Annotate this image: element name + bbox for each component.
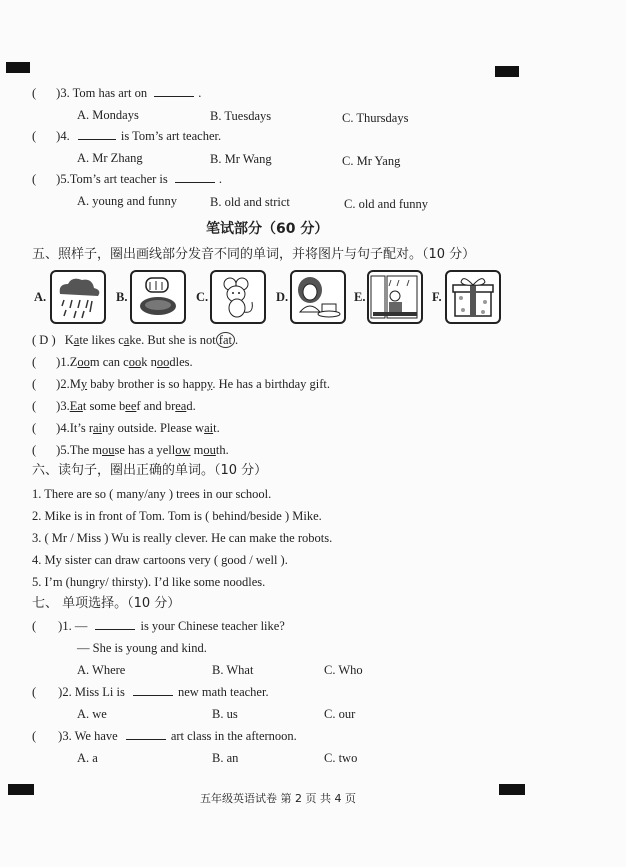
picture-label-b: B. [116, 290, 128, 304]
section-6-line-3[interactable]: 3. ( Mr / Miss ) Wu is really clever. He can make the robots. [32, 531, 333, 545]
section-7-q1-reply: — She is young and kind. [77, 641, 207, 655]
answer-blank[interactable] [154, 96, 194, 97]
section-6-line-2[interactable]: 2. Mike is in front of Tom. Tom is ( behind/beside ) Mike. [32, 509, 322, 523]
section-5-item: ( )3.Eat some beef and bread. [32, 399, 196, 413]
picture-a-rain-cloud [50, 270, 106, 324]
option-b: B. Mr Wang [210, 152, 272, 166]
answer-paren[interactable]: ( [32, 685, 37, 699]
picture-label-e: E. [354, 290, 366, 304]
section-6-line-5[interactable]: 5. I’m (hungry/ thirsty). I’d like some noodles. [32, 575, 266, 589]
section-7-q1: ( )1. — is your Chinese teacher like? [32, 619, 285, 633]
answer-paren[interactable]: ( [32, 377, 37, 391]
option-a: A. we [77, 707, 107, 721]
answer-paren[interactable]: ( [32, 86, 37, 100]
option-a: A. Mondays [77, 108, 139, 122]
picture-label-a: A. [34, 290, 47, 304]
option-c: C. Who [324, 663, 363, 677]
section-7-q3: ( )3. We have art class in the afternoon. [32, 729, 297, 743]
window-rain-icon [369, 272, 421, 322]
option-b: B. us [212, 707, 238, 721]
picture-f-gift [445, 270, 501, 324]
answer-paren[interactable]: ( [32, 129, 37, 143]
rain-cloud-icon [52, 272, 104, 322]
answer-paren[interactable]: ( [32, 355, 37, 369]
section-5-item: ( )2.My baby brother is so happy. He has a birthday gift. [32, 377, 331, 391]
bread-beef-icon [132, 272, 184, 322]
listening-q4: ( )4. is Tom’s art teacher. [32, 129, 222, 143]
section-5-example: ( D ) Kate likes cake. But she is not fat . [32, 333, 239, 347]
section-5-item: ( )5.The mouse has a yellow mouth. [32, 443, 229, 457]
answer-paren[interactable]: ( [32, 619, 37, 633]
option-b: B. What [212, 663, 254, 677]
picture-label-f: F. [432, 290, 442, 304]
registration-mark-top-left [6, 62, 30, 73]
option-a: A. Where [77, 663, 126, 677]
picture-b-bread-beef [130, 270, 186, 324]
section-7-q2: ( )2. Miss Li is new math teacher. [32, 685, 269, 699]
option-c: C. two [324, 751, 358, 765]
answer-blank[interactable] [126, 739, 166, 740]
picture-c-mouse [210, 270, 266, 324]
registration-mark-bottom-right [499, 784, 525, 795]
picture-label-d: D. [276, 290, 289, 304]
listening-q3: ( )3. Tom has art on . [32, 86, 202, 100]
answer-blank[interactable] [95, 629, 135, 630]
answer-paren[interactable]: ( [32, 399, 37, 413]
option-b: B. Tuesdays [210, 109, 272, 123]
answer-paren[interactable]: ( [32, 421, 37, 435]
picture-label-c: C. [196, 290, 209, 304]
listening-q5: ( )5.Tom’s art teacher is . [32, 172, 223, 186]
circled-word: fat [216, 332, 235, 348]
section-5-item: ( )1.Zoom can cook noodles. [32, 355, 193, 369]
section-5-header: 五、照样子，圈出画线部分发音不同的单词，并将图片与句子配对。（10 分） [32, 247, 476, 262]
registration-mark-top-right [495, 66, 519, 77]
section-6-line-1[interactable]: 1. There are so ( many/any ) trees in our school. [32, 487, 272, 501]
picture-d-girl-cake [290, 270, 346, 324]
written-part-title: 笔试部分（60 分） [206, 221, 329, 237]
option-c: C. old and funny [344, 197, 429, 211]
answer-paren[interactable]: ( [32, 729, 37, 743]
section-6-line-4[interactable]: 4. My sister can draw cartoons very ( good / well ). [32, 553, 288, 567]
page-footer: 五年级英语试卷 第 2 页 共 4 页 [200, 792, 356, 805]
registration-mark-bottom-left [8, 784, 34, 795]
section-7-header: 七、 单项选择。（10 分） [32, 596, 181, 611]
answer-paren[interactable]: ( [32, 443, 37, 457]
option-a: A. Mr Zhang [77, 151, 143, 165]
option-b: B. old and strict [210, 195, 290, 209]
gift-box-icon [447, 272, 499, 322]
picture-e-window-rain [367, 270, 423, 324]
girl-cake-icon [292, 272, 344, 322]
answer-blank[interactable] [133, 695, 173, 696]
option-a: A. young and funny [77, 194, 177, 208]
section-5-item: ( )4.It’s rainy outside. Please wait. [32, 421, 220, 435]
option-a: A. a [77, 751, 98, 765]
option-b: B. an [212, 751, 239, 765]
answer-blank[interactable] [78, 139, 116, 140]
answer-blank[interactable] [175, 182, 215, 183]
answer-paren[interactable]: ( [32, 172, 37, 186]
option-c: C. Thursdays [342, 111, 409, 125]
section-6-header: 六、读句子，圈出正确的单词。（10 分） [32, 463, 268, 478]
option-c: C. our [324, 707, 356, 721]
mouse-icon [212, 272, 264, 322]
option-c: C. Mr Yang [342, 154, 401, 168]
